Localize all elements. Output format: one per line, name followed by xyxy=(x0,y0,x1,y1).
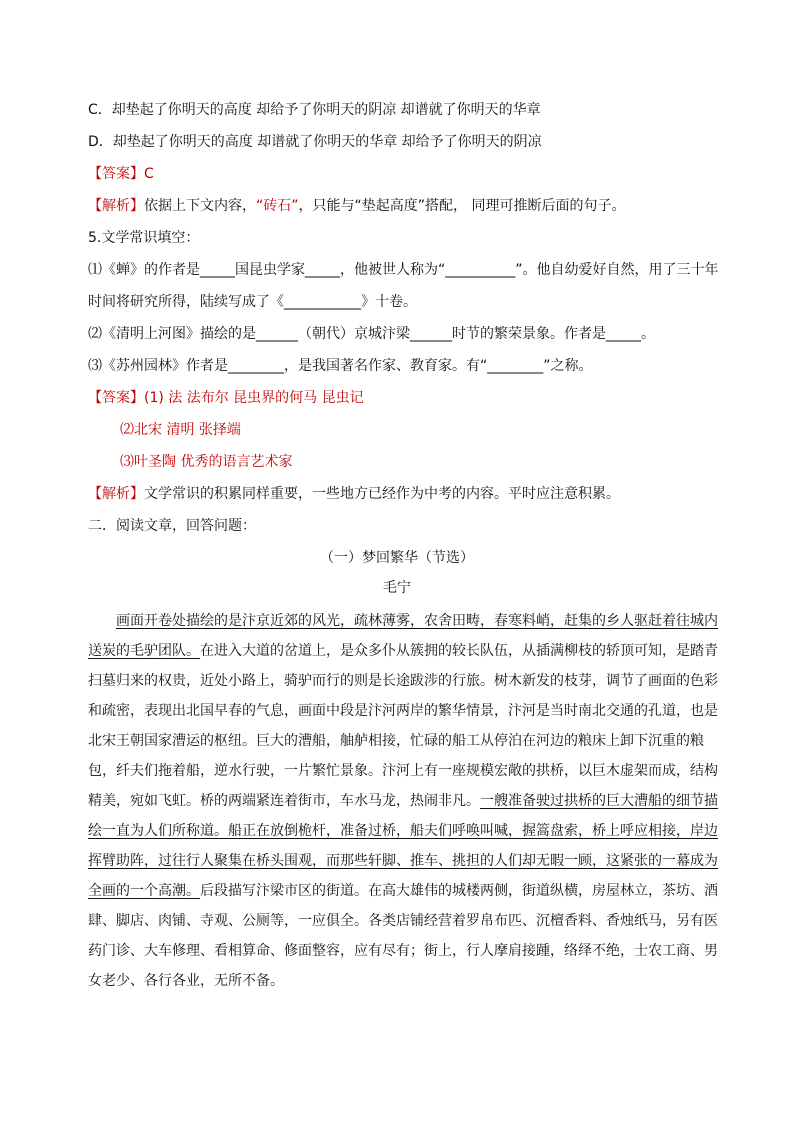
q5-answer xyxy=(88,388,364,408)
article-body xyxy=(88,606,726,996)
q4-answer xyxy=(88,164,154,184)
answer-tag: 【答案】 xyxy=(88,390,144,406)
q5-line-3: ⑵《清明上河图》描绘的是______（朝代）京城汴梁______时节的繁荣景象。作者是_____。 xyxy=(88,326,655,342)
paragraph-text-2: 后段描写汴梁市区的街道。在高大雄伟的城楼两侧，街道纵横，房屋林立，茶坊、酒肆、脚店、肉铺、寺观、公厕等，一应俱全。各类店铺经营着罗帛布匹、沉檀香料、香烛纸马，另有医药门诊、大车修理、看相算命、修面整容，应有尽有；街上，行人摩肩接踵，络绎不绝，士农工商、男女老少、各行各业，无所不备。 xyxy=(88,883,718,989)
analysis-tag: 【解析】 xyxy=(88,198,144,214)
analysis-text: 文学常识的积累同样重要，一些地方已经作为中考的内容。平时应注意积累。 xyxy=(144,486,620,502)
answer-2: ⑵北宋 清明 张择端 xyxy=(120,422,241,438)
article-author: 毛宁 xyxy=(383,580,411,596)
q5-line-2: 时间将研究所得，陆续写成了《___________》十卷。 xyxy=(88,294,417,310)
answer-1: (1) 法 法布尔 昆虫界的何马 昆虫记 xyxy=(144,390,364,406)
article-paragraph xyxy=(88,606,726,996)
underlined-sentence-1: 画面开卷处描绘的是汴京近郊的风光，疏林薄雾，农舍田畴，春寒料峭，赶集的乡人驱赶着往城内送炭的毛驴团队。 xyxy=(88,613,718,659)
section-title: 二．阅读文章，回答问题： xyxy=(88,518,256,534)
q4-analysis xyxy=(88,196,625,216)
analysis-pre: 依据上下文内容， xyxy=(144,198,256,214)
analysis-highlight: “砖石” xyxy=(256,198,299,214)
paragraph-text-1: 在进入大道的岔道上，是众多仆从簇拥的较长队伍，从插满柳枝的轿顶可知，是踏青扫墓归来的权贵，近处小路上，骑驴而行的则是长途跋涉的行旅。树木新发的枝芽，调节了画面的色彩和疏密，表现出北国早春的气息，画面中段是汴河两岸的繁华情景，汴河是当时南北交通的孔道，也是北宋王朝国家漕运的枢纽。巨大的漕船，舳舻相接，忙碌的船工从停泊在河边的粮床上卸下沉重的粮包，纤夫们拖着船，逆水行驶，一片繁忙景象。汴河上有一座规模宏敞的拱桥，以巨木虚架而成，结构精美，宛如飞虹。桥的两端紧连着街市，车水马龙，热闹非凡。 xyxy=(88,643,718,809)
analysis-tag: 【解析】 xyxy=(88,486,144,502)
analysis-post: ，只能与“垫起高度”搭配， 同理可推断后面的句子。 xyxy=(298,198,626,214)
q5-line-1: ⑴《蝉》的作者是_____国昆虫学家_____，他被世人称为“__________”。他自幼爱好自然，用了三十年 xyxy=(88,262,719,278)
q5-line-4: ⑶《苏州园林》作者是________，是我国著名作家、教育家。有“________”之称。 xyxy=(88,358,593,374)
option-d: D．却垫起了你明天的高度 却谱就了你明天的华章 却给予了你明天的阴凉 xyxy=(88,134,542,150)
answer-value: C xyxy=(144,166,154,182)
option-c: C．却垫起了你明天的高度 却给予了你明天的阴凉 却谱就了你明天的华章 xyxy=(88,102,541,118)
q5-title: 5.文学常识填空： xyxy=(88,230,200,246)
q5-analysis xyxy=(88,484,620,504)
answer-3: ⑶叶圣陶 优秀的语言艺术家 xyxy=(120,454,293,470)
article-title: （一）梦回繁华（节选） xyxy=(320,550,474,566)
underlined-sentence-2: 一艘准备驶过拱桥的巨大漕船的细节描绘一直为人们所称道。船正在放倒桅杆，准备过桥，船夫们呼唤叫喊，握篙盘索，桥上呼应相接，岸边挥臂助阵，过往行人聚集在桥头围观，而那些轩脚、推车、挑担的人们却无暇一顾，这紧张的一幕成为全画的一个高潮。 xyxy=(88,793,718,899)
answer-tag: 【答案】 xyxy=(88,166,144,182)
